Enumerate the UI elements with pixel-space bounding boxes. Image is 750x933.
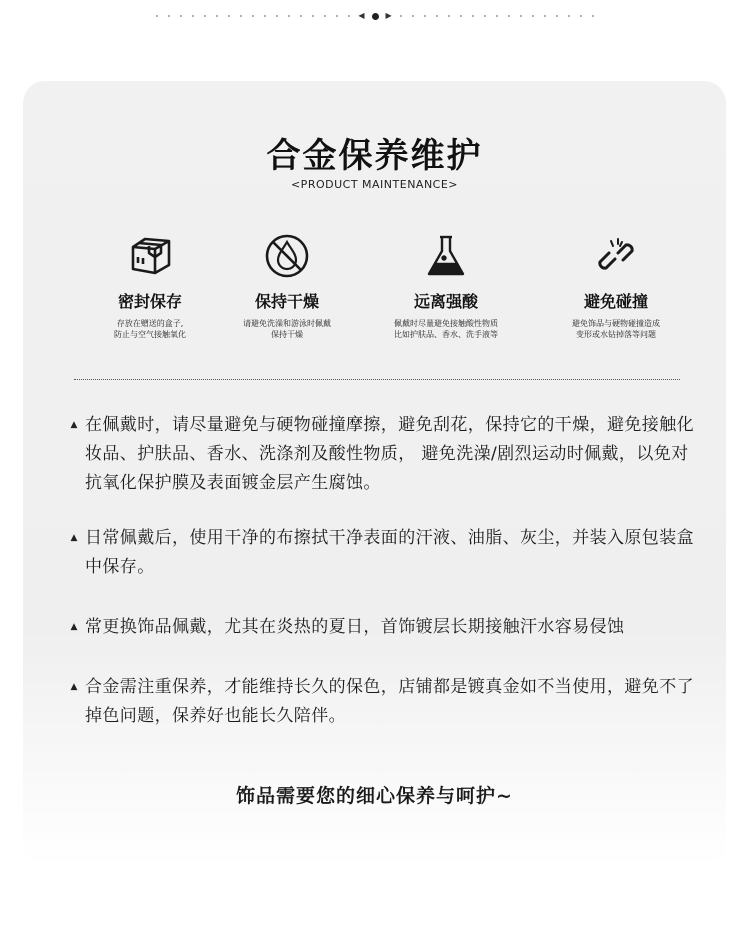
dot [288,15,290,17]
dot [508,15,510,17]
tip-text: 在佩戴时，请尽量避免与硬物碰撞摩擦，避免刮花，保持它的干燥，避免接触化妆品、护肤品、香水、洗涤剂及酸性物质， 避免洗澡/剧烈运动时佩戴，以免对抗氧化保护膜及表面镀金层产生腐蚀。 [85,415,694,493]
dot [180,15,182,17]
dot [412,15,414,17]
feature-desc: 避免饰品与硬物碰撞造成 变形或水钻掉落等问题 [572,319,660,339]
triangle-bullet-icon: ▲ [70,533,78,543]
feature-row [23,231,726,341]
feature-desc: 存放在赠送的盒子, 防止与空气接触氧化 [114,319,186,339]
closing-message: 饰品需要您的细心保养与呵护~ [236,785,513,807]
maintenance-card [23,81,726,866]
feature-title: 密封保存 [117,292,182,311]
feature-avoid-acid [361,231,531,340]
page-subtitle: <PRODUCT MAINTENANCE> [290,178,459,191]
dot [568,15,570,17]
tip-item [63,613,703,642]
dot [484,15,486,17]
dot [216,15,218,17]
dot [264,15,266,17]
carousel-indicator[interactable] [0,10,750,22]
broken-chain-icon [591,231,641,281]
tip-text: 常更换饰品佩戴，尤其在炎热的夏日，首饰镀层长期接触汗水容易侵蚀 [85,617,625,637]
no-water-icon [262,231,312,281]
dot [324,15,326,17]
dotted-divider [74,379,680,380]
dot [348,15,350,17]
dot [400,15,402,17]
tip-item [63,524,703,582]
feature-title: 避免碰撞 [583,292,648,311]
page-title: 合金保养维护 [266,136,483,176]
dot [276,15,278,17]
active-dot [372,13,379,20]
tip-item [63,673,703,731]
dot [544,15,546,17]
dot [240,15,242,17]
triangle-bullet-icon: ▲ [70,420,78,430]
tip-text: 合金需注重保养，才能维持长久的保色，店铺都是镀真金如不当使用，避免不了掉色问题，保养好也能长久陪伴。 [85,677,694,726]
dot [592,15,594,17]
dot [460,15,462,17]
feature-title: 保持干燥 [254,292,319,311]
dot [312,15,314,17]
flask-icon [421,231,471,281]
dot [436,15,438,17]
dot [300,15,302,17]
dot [580,15,582,17]
dot [532,15,534,17]
dot [336,15,338,17]
feature-desc: 佩戴时尽量避免接触酸性物质 比如护肤品、香水、洗手液等 [394,319,498,339]
feature-keep-dry [202,231,372,340]
chevron-right-icon[interactable]: ▶ [385,11,392,20]
dot [168,15,170,17]
dot [252,15,254,17]
dot [448,15,450,17]
dot [520,15,522,17]
triangle-bullet-icon: ▲ [70,682,78,692]
dot [204,15,206,17]
dot [496,15,498,17]
dot [192,15,194,17]
dot [556,15,558,17]
chevron-left-icon[interactable]: ◀ [358,11,365,20]
tip-text: 日常佩戴后，使用干净的布擦拭干净表面的汗液、油脂、灰尘，并装入原包装盒中保存。 [85,528,694,577]
triangle-bullet-icon: ▲ [70,622,78,632]
dot [156,15,158,17]
dot [228,15,230,17]
dot [424,15,426,17]
tip-item [63,411,703,498]
feature-avoid-collision [531,231,701,340]
feature-title: 远离强酸 [413,292,478,311]
feature-desc: 请避免洗澡和游泳时佩戴 保持干燥 [243,319,331,339]
sealed-box-icon [125,231,175,281]
dot [472,15,474,17]
